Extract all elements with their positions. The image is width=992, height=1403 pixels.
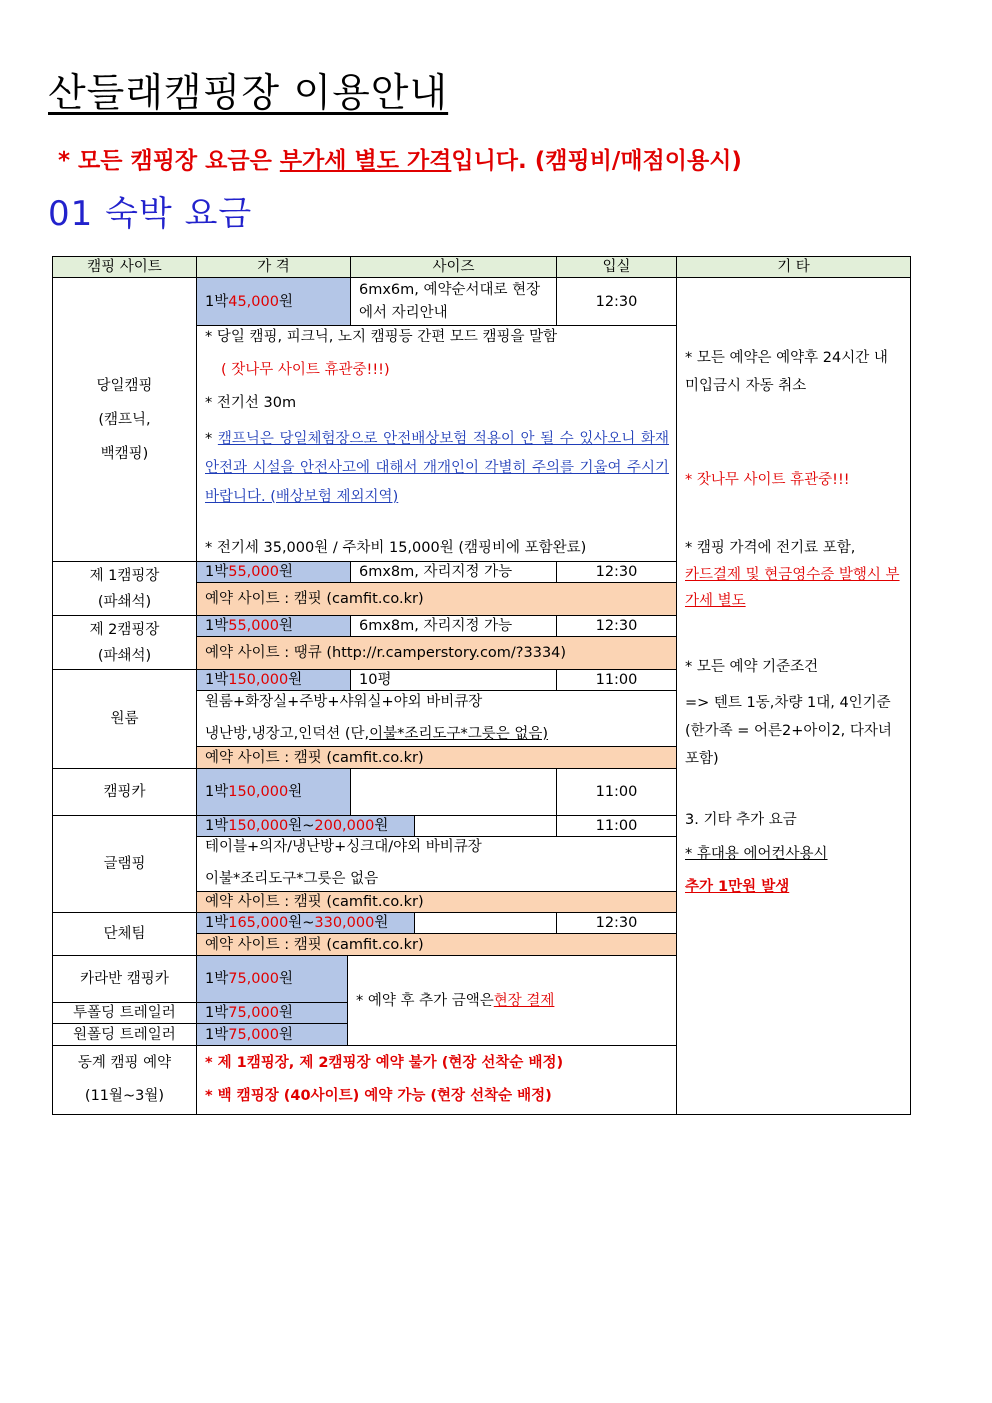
winter-title: 동계 캠핑 예약: [77, 1055, 172, 1071]
group-size: [414, 912, 557, 934]
note-criteria-detail: => 텐트 1동,차량 1대, 4인기준 (한가족 = 어른2+아이2, 다자녀 포함): [685, 695, 892, 767]
day-camping-name-line: 백캠핑): [100, 445, 149, 462]
site2-sub: (파쇄석): [97, 647, 152, 664]
pricing-table: [52, 256, 911, 1115]
glamping-name: 글램핑: [52, 815, 197, 913]
site1-booking: 예약 사이트 : 캠핏 (camfit.co.kr): [196, 582, 677, 616]
glamping-booking: 예약 사이트 : 캠핏 (camfit.co.kr): [196, 891, 677, 913]
oneroom-size: 10평: [350, 669, 557, 691]
note-extra-fee: 3. 기타 추가 요금: [685, 812, 797, 828]
day-desc-2: ( 잣나무 사이트 휴관중!!!): [221, 362, 390, 378]
onefold-price: 1박 75,000 원: [196, 1023, 348, 1046]
header-site: 캠핑 사이트: [52, 256, 197, 278]
oneroom-desc-2: 냉난방,냉장고,인덕션 (단,이불*조리도구*그릇은 없음): [205, 726, 549, 742]
extra-pay-note: * 예약 후 추가 금액은 현장 결제: [347, 955, 677, 1046]
glamping-desc: [196, 836, 677, 892]
oneroom-price: 1박 150,000 원: [196, 669, 351, 691]
winter-name: [52, 1045, 197, 1115]
site2-booking: 예약 사이트 : 땡큐 (http://r.camperstory.com/?3334): [196, 636, 677, 670]
oneroom-desc: [196, 690, 677, 747]
day-desc-4: * 캠프닉은 당일체험장으로 안전배상보험 적용이 안 될 수 있사오니 화재안전과 시설을 안전사고에 대해서 개개인이 각별히 주의를 기울여 주시기 바랍니다. (배상보험 제외지역): [205, 431, 670, 505]
day-camping-desc: [196, 325, 677, 562]
note-vat: 카드결제 및 현금영수증 발행시 부가세 별도: [685, 567, 900, 609]
glamping-desc-1: 테이블+의자/냉난방+싱크대/야외 바비큐장: [205, 839, 482, 855]
site2-checkin: 12:30: [556, 615, 677, 637]
note-auto-cancel: * 모든 예약은 예약후 24시간 내 미입금시 자동 취소: [685, 350, 888, 394]
note-electric: * 캠핑 가격에 전기료 포함,: [685, 540, 856, 556]
site1-title: 제 1캠핑장: [89, 567, 160, 584]
header-price: 가 격: [196, 256, 351, 278]
header-other: 기 타: [676, 256, 911, 278]
site2-size: 6mx8m, 자리지정 가능: [350, 615, 557, 637]
oneroom-checkin: 11:00: [556, 669, 677, 691]
group-booking: 예약 사이트 : 캠핏 (camfit.co.kr): [196, 933, 677, 956]
caravan-price: 1박 75,000 원: [196, 955, 348, 1003]
day-camping-name-line: 당일캠핑: [96, 377, 153, 394]
glamping-price: 1박 150,000 원~ 200,000 원: [196, 815, 415, 837]
day-camping-size: 6mx6m, 예약순서대로 현장에서 자리안내: [350, 277, 557, 326]
group-checkin: 12:30: [556, 912, 677, 934]
caravan-name: 카라반 캠핑카: [52, 955, 197, 1003]
campcar-checkin: 11:00: [556, 768, 677, 816]
site1-name: [52, 561, 197, 616]
day-camping-checkin: 12:30: [556, 277, 677, 326]
site2-name: [52, 615, 197, 670]
group-name: 단체팀: [52, 912, 197, 956]
winter-desc: [196, 1045, 677, 1115]
twofold-name: 투폴딩 트레일러: [52, 1002, 197, 1024]
day-camping-price: 1박 45,000 원: [196, 277, 351, 326]
campcar-name: 캠핑카: [52, 768, 197, 816]
header-checkin: 입실: [556, 256, 677, 278]
site2-price: 1박 55,000 원: [196, 615, 351, 637]
winter-line-1: * 제 1캠핑장, 제 2캠핑장 예약 불가 (현장 선착순 배정): [205, 1055, 564, 1071]
oneroom-desc-1: 원룸+화장실+주방+샤워실+야외 바비큐장: [205, 694, 483, 710]
oneroom-name: 원룸: [52, 669, 197, 769]
campcar-size: [350, 768, 557, 816]
winter-line-2: * 백 캠핑장 (40사이트) 예약 가능 (현장 선착순 배정): [205, 1088, 552, 1104]
group-price: 1박 165,000 원~ 330,000 원: [196, 912, 415, 934]
site1-size: 6mx8m, 자리지정 가능: [350, 561, 557, 583]
day-desc-3: * 전기선 30m: [205, 395, 297, 411]
oneroom-booking: 예약 사이트 : 캠핏 (camfit.co.kr): [196, 746, 677, 769]
header-size: 사이즈: [350, 256, 557, 278]
glamping-size: [414, 815, 557, 837]
glamping-desc-2: 이불*조리도구*그릇은 없음: [205, 871, 379, 887]
day-desc-5: * 전기세 35,000원 / 주차비 15,000원 (캠핑비에 포함완료): [205, 540, 587, 556]
glamping-checkin: 11:00: [556, 815, 677, 837]
note-criteria: * 모든 예약 기준조건: [685, 659, 819, 675]
day-desc-1: * 당일 캠핑, 피크닉, 노지 캠핑등 간편 모드 캠핑을 말함: [205, 329, 558, 345]
page-title: 산들래캠핑장 이용안내: [48, 71, 449, 116]
day-camping-name: [52, 277, 197, 562]
other-notes: [676, 277, 911, 1115]
note-aircon-fee: 추가 1만원 발생: [685, 879, 790, 895]
day-camping-name-line: (캠프닉,: [98, 411, 151, 428]
note-aircon: * 휴대용 에어컨사용시: [685, 846, 828, 862]
twofold-price: 1박 75,000 원: [196, 1002, 348, 1024]
section-title: 01 숙박 요금: [48, 194, 253, 234]
note-closed: * 잣나무 사이트 휴관중!!!: [685, 472, 850, 488]
campcar-price: 1박 150,000 원: [196, 768, 351, 816]
site1-checkin: 12:30: [556, 561, 677, 583]
vat-notice: * 모든 캠핑장 요금은 부가세 별도 가격입니다. (캠핑비/매점이용시): [58, 148, 742, 174]
site1-sub: (파쇄석): [97, 593, 152, 610]
onefold-name: 원폴딩 트레일러: [52, 1023, 197, 1046]
winter-sub: (11월~3월): [84, 1088, 165, 1104]
site1-price: 1박 55,000 원: [196, 561, 351, 583]
site2-title: 제 2캠핑장: [89, 621, 160, 638]
